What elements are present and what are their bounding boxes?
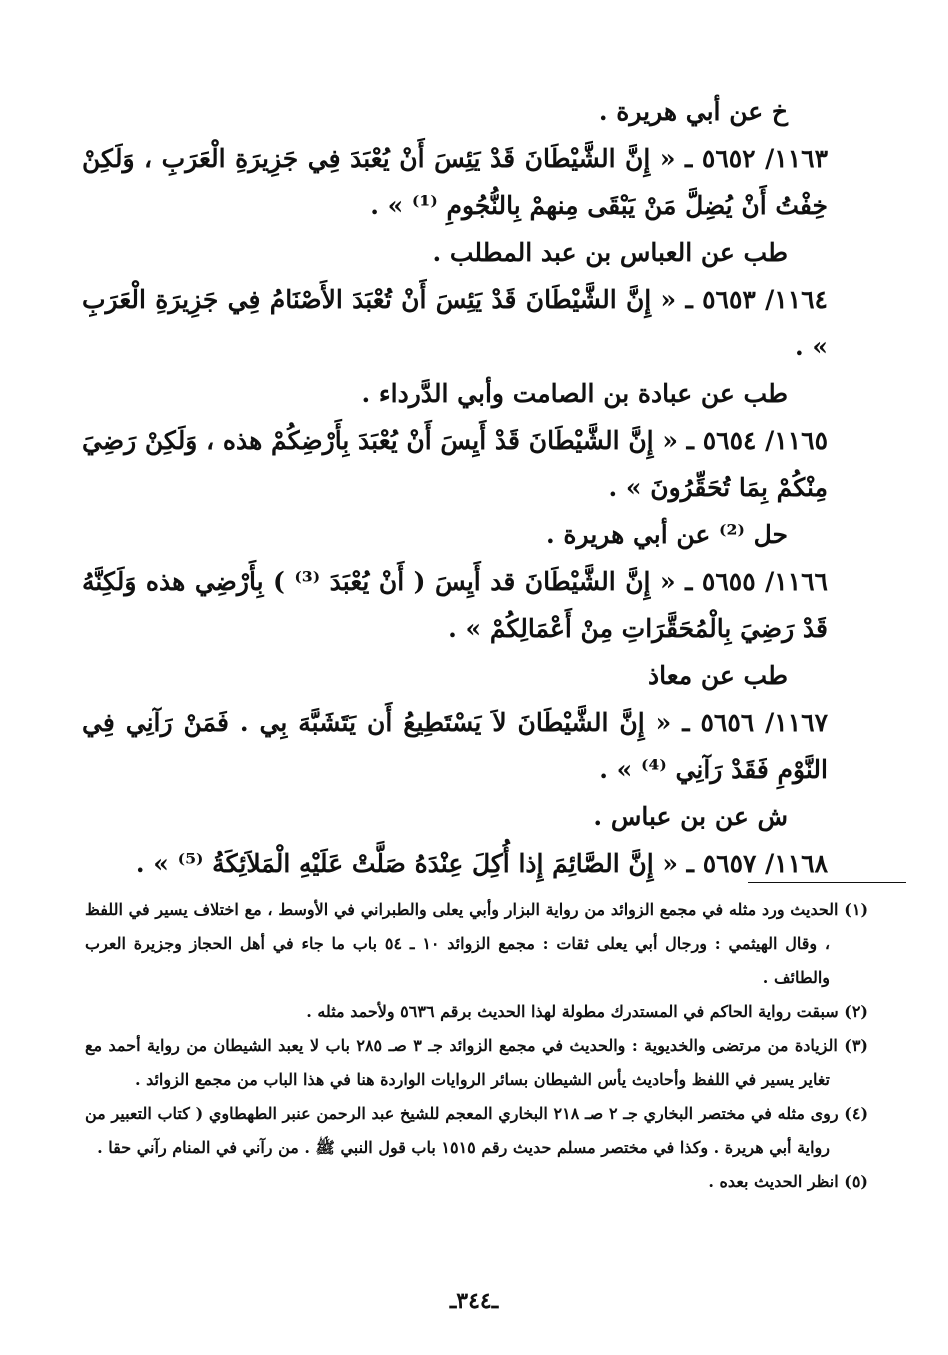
hadith-entry: ١١٦٧/ ٥٦٥٦ ـ « إِنَّ الشَّيْطَانَ لاَ يَسْتَطِيعُ أَن يَتَشَبَّهَ بِي . فَمَنْ رَآنِي فِي النَّوْمِ فَقَدْ رَآنِي ⁽⁴⁾ » .: [82, 708, 828, 784]
hadith-entry: ١١٦٨/ ٥٦٥٧ ـ « إِنَّ الصَّائِمَ إِذا أُكِلَ عِنْدَهُ صَلَّتْ عَلَيْهِ الْمَلاَئِكَةُ ⁽⁵⁾ » .: [135, 849, 828, 878]
footnote-separator: [748, 882, 906, 883]
footnote: (٣) الزيادة من مرتضى والخديوية : والحديث في مجمع الزوائد جـ ٣ صـ ٢٨٥ باب لا يعبد الشيطان من رواية أحمد مع تغاير يسير في اللفظ وأحاديث يأس الشيطان بسائر الروايات الواردة هنا في هذا الباب من مجمع الزوائد .: [85, 1036, 868, 1089]
source-line: طب عن عبادة بن الصامت وأبي الدَّرداء .: [361, 379, 788, 408]
source-line: ش عن بن عباس .: [593, 802, 788, 831]
footnote: (٥) انظر الحديث بعده .: [708, 1172, 868, 1191]
footnote: (٢) سبقت رواية الحاكم في المستدرك مطولة لهذا الحديث برقم ٥٦٣٦ ولأحمد مثله .: [306, 1002, 868, 1021]
hadith-entry: ١١٦٤/ ٥٦٥٣ ـ « إِنَّ الشَّيْطَانَ قَدْ يَئِسَ أَنْ تُعْبَدَ الأَصْنَامُ فِي جَزِيرَةِ الْعَرَبِ » .: [82, 285, 828, 361]
source-line: طب عن العباس بن عبد المطلب .: [432, 238, 788, 267]
source-line: طب عن معاذ: [647, 661, 788, 690]
footnotes: [85, 893, 868, 1199]
hadith-entry: ١١٦٣/ ٥٦٥٢ ـ « إِنَّ الشَّيْطَانَ قَدْ يَئِسَ أَنْ يُعْبَدَ فِي جَزِيرَةِ الْعَرَبِ ، وَلَكِنْ خِفْتُ أَنْ يُضِلَّ مَنْ يَبْقَى مِنهمْ بِالنُّجُومِ ⁽¹⁾ » .: [82, 144, 828, 220]
hadith-text-body: [82, 88, 828, 887]
page-number: ـ٣٤٤ـ: [449, 1288, 499, 1314]
hadith-entry: ١١٦٦/ ٥٦٥٥ ـ « إِنَّ الشَّيْطَانَ قد أَيِسَ ( أَنْ يُعْبَدَ ⁽³⁾ ) بِأَرْضِي هذه وَلَكِنَّهُ قَدْ رَضِيَ بِالْمُحَقَّرَاتِ مِنْ أَعْمَالِكُمْ » .: [82, 567, 828, 643]
hadith-entry: ١١٦٥/ ٥٦٥٤ ـ « إِنَّ الشَّيْطَانَ قَدْ أَيِسَ أَنْ يُعْبَدَ بِأَرْضِكُمْ هذه ، وَلَكِنْ رَضِيَ مِنْكُمْ بِمَا تُحَقِّرُونَ » .: [82, 426, 828, 502]
source-line: خ عن أبي هريرة .: [598, 97, 788, 126]
footnote: (٤) روى مثله في مختصر البخاري جـ ٢ صـ ٢١٨ البخاري المعجم للشيخ عبد الرحمن عنبر الطهطاوي ( كتاب التعبير من رواية أبي هريرة . وكذا في مختصر مسلم حديث رقم ١٥١٥ باب قول النبي ﷺ . من رآني في المنام رآني حقا .: [85, 1104, 869, 1157]
source-line: حل ⁽²⁾ عن أبي هريرة .: [546, 520, 788, 549]
footnote: (١) الحديث ورد مثله في مجمع الزوائد من رواية البزار وأبي يعلى والطبراني في الأوسط ، مع اختلاف يسير في اللفظ ، وقال الهيثمي : ورجال أبي يعلى ثقات : مجمع الزوائد ١٠ ـ ٥٤ باب ما جاء في أهل الحجاز وجزيرة العرب والطائف .: [85, 900, 869, 987]
